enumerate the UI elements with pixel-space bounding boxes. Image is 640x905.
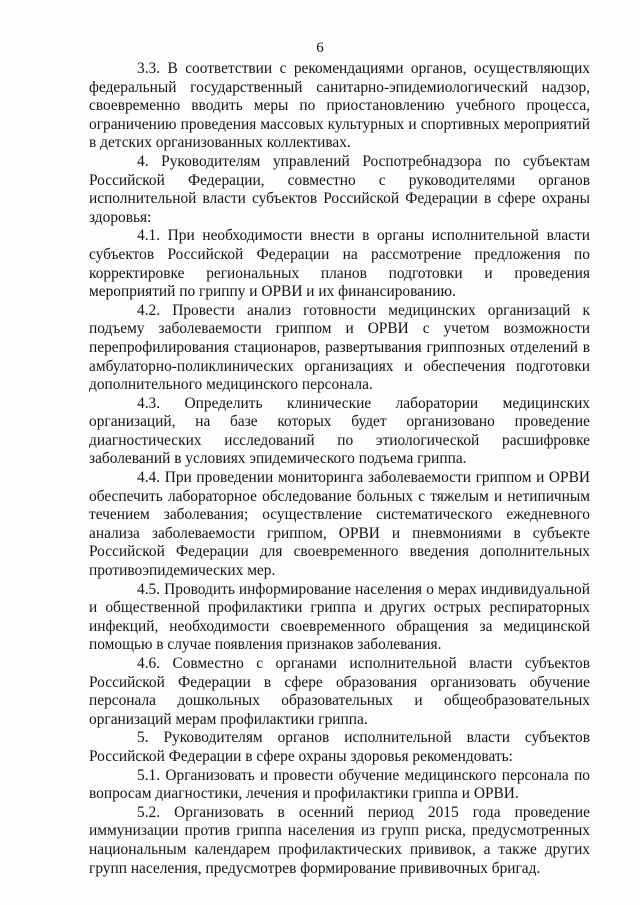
paragraph-4-5: 4.5. Проводить информирование населения о мерах индивидуальной и общественной профилактики гриппа и других острых респираторных инфекций, необходимости своевременного обращения за медицинской помощью в случае появления признаков заболевания. — [89, 580, 590, 654]
paragraph-5: 5. Руководителям органов исполнительной власти субъектов Российской Федерации в сфере охраны здоровья рекомендовать: — [89, 729, 590, 765]
paragraph-4-1: 4.1. При необходимости внести в органы исполнительной власти субъектов Российской Федерации на рассмотрение предложения по корректировке региональных планов подготовки и проведения мероприятий по гриппу и ОРВИ и их финансированию. — [89, 227, 590, 301]
paragraph-4: 4. Руководителям управлений Роспотребнадзора по субъектам Российской Федерации, совместно с руководителями органов исполнительной власти субъектов Российской Федерации в сфере охраны здоровья: — [89, 152, 590, 226]
document-body — [89, 60, 590, 878]
paragraph-5-2: 5.2. Организовать в осенний период 2015 года проведение иммунизации против гриппа населения из групп риска, предусмотренных национальным календарем профилактических прививок, а также других групп населения, предусмотрев формирование прививочных бригад. — [89, 803, 590, 877]
paragraph-4-6: 4.6. Совместно с органами исполнительной власти субъектов Российской Федерации в сфере образования организовать обучение персонала дошкольных образовательных и общеобразовательных организаций мерам профилактики гриппа. — [89, 655, 590, 728]
paragraph-3-3: 3.3. В соответствии с рекомендациями органов, осуществляющих федеральный государственный санитарно-эпидемиологический надзор, своевременно вводить меры по приостановлению учебного процесса, ограничению проведения массовых культурных и спортивных мероприятий в детских организованных коллективах. — [89, 60, 590, 152]
paragraph-5-1: 5.1. Организовать и провести обучение медицинского персонала по вопросам диагностики, лечения и профилактики гриппа и ОРВИ. — [89, 766, 590, 803]
paragraph-4-2: 4.2. Провести анализ готовности медицинских организаций к подъему заболеваемости гриппом и ОРВИ с учетом возможности перепрофилирования стационаров, развертывания гриппозных отделений в амбулаторно-поликлинических организациях и обеспечения подготовки дополнительного медицинского персонала. — [89, 301, 590, 394]
paragraph-4-3: 4.3. Определить клинические лаборатории медицинских организаций, на базе которых будет организовано проведение диагностических исследований по этиологической расшифровке заболеваний в условиях эпидемического подъема гриппа. — [89, 394, 590, 468]
paragraph-4-4: 4.4. При проведении мониторинга заболеваемости гриппом и ОРВИ обеспечить лабораторное обследование больных с тяжелым и нетипичным течением заболевания; осуществление систематического ежедневного анализа заболеваемости гриппом, ОРВИ и пневмониями в субъекте Российской Федерации для своевременного введения дополнительных противоэпидемических мер. — [89, 469, 590, 580]
page-number: 6 — [316, 40, 324, 56]
